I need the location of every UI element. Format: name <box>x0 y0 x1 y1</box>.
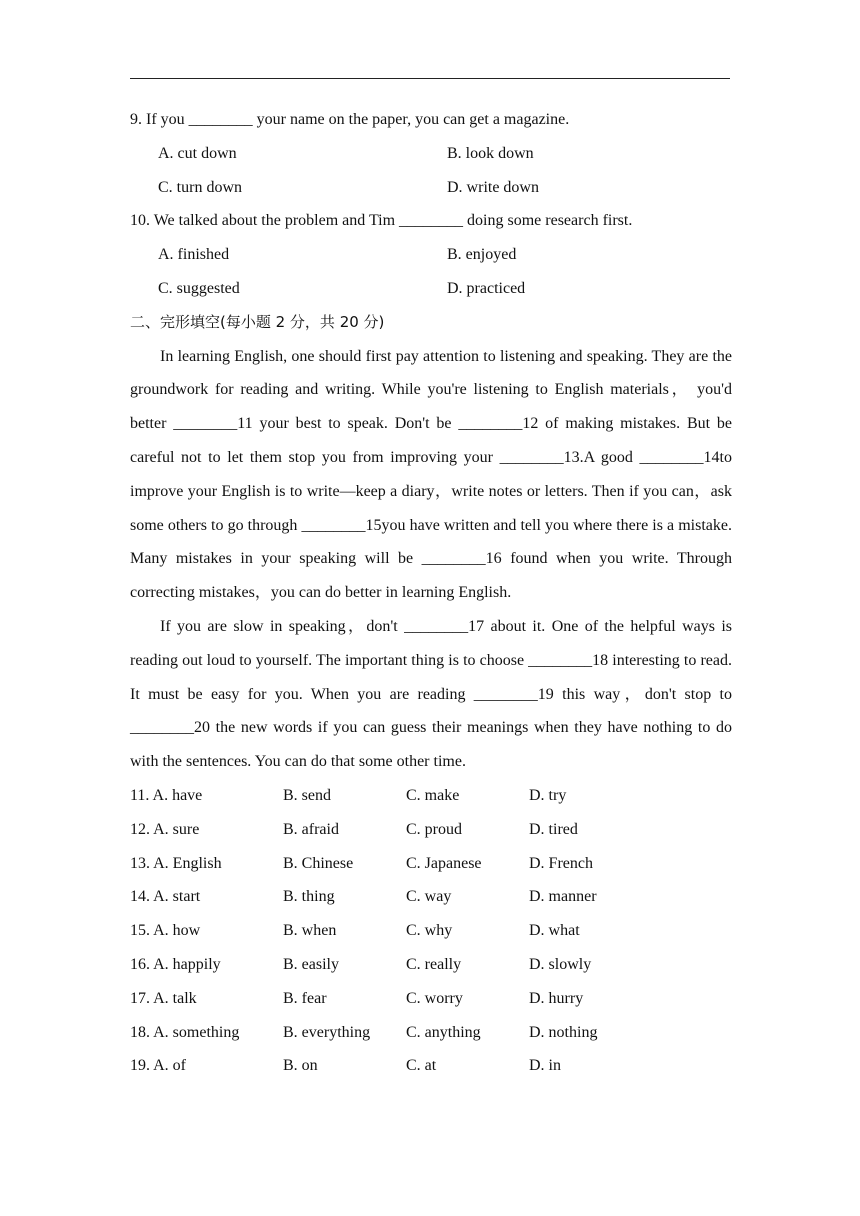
cloze-option: 12. A. sure <box>130 820 200 838</box>
cloze-row-19 <box>130 1049 732 1083</box>
question-10-stem: 10. We talked about the problem and Tim ________ doing some research first. <box>130 212 633 230</box>
cloze-row-13 <box>130 847 732 881</box>
cloze-row-16 <box>130 948 732 982</box>
cloze-option: B. send <box>283 786 331 804</box>
cloze-option: D. nothing <box>529 1023 598 1041</box>
option-10a: A. finished <box>158 246 230 264</box>
cloze-option: 19. A. of <box>130 1057 186 1075</box>
question-9-options-row-1 <box>130 137 732 171</box>
cloze-option: B. when <box>283 922 337 940</box>
passage-paragraph-1: In learning English, one should first pay attention to listening and speaking. They are the groundwork for reading and writing. While you're listening to English materials， you'd better ________11 your best to speak. Don't be ________12 of making mistakes. But be careful not to let them stop you from improving your ________13.A good ________14to improve your English is to write—keep a diary，write notes or letters. Then if you can，ask some others to go through ________15you have written and tell you where there is a mistake. Many mistakes in your speaking will be ________16 found when you write. Through correcting mistakes，you can do better in learning English. <box>130 347 732 602</box>
question-10-options-row-1 <box>130 238 732 272</box>
cloze-option: 16. A. happily <box>130 955 221 973</box>
cloze-option: C. why <box>406 922 453 940</box>
cloze-option: B. thing <box>283 888 335 906</box>
cloze-option: C. really <box>406 955 462 973</box>
cloze-option: C. at <box>406 1057 437 1075</box>
cloze-option: C. Japanese <box>406 854 482 872</box>
cloze-option: D. try <box>529 786 567 804</box>
cloze-option: C. anything <box>406 1023 481 1041</box>
cloze-option: 11. A. have <box>130 786 203 804</box>
cloze-option: D. tired <box>529 820 578 838</box>
cloze-option: C. way <box>406 888 452 906</box>
cloze-option: D. hurry <box>529 989 584 1007</box>
cloze-row-14 <box>130 880 732 914</box>
cloze-option: B. Chinese <box>283 854 354 872</box>
cloze-option: B. easily <box>283 955 339 973</box>
option-10b: B. enjoyed <box>447 246 517 264</box>
cloze-option: 14. A. start <box>130 888 201 906</box>
cloze-option: D. French <box>529 854 593 872</box>
cloze-option: D. what <box>529 922 580 940</box>
cloze-option: 18. A. something <box>130 1023 240 1041</box>
cloze-row-15 <box>130 914 732 948</box>
cloze-option: B. fear <box>283 989 327 1007</box>
cloze-option: C. make <box>406 786 460 804</box>
cloze-option: C. worry <box>406 989 463 1007</box>
option-9c: C. turn down <box>158 178 242 196</box>
option-10d: D. practiced <box>447 279 526 297</box>
cloze-row-17 <box>130 982 732 1016</box>
cloze-row-12 <box>130 813 732 847</box>
passage-paragraph-2: If you are slow in speaking，don't ________17 about it. One of the helpful ways is reading out loud to yourself. The important thing is to choose ________18 interesting to read. It must be easy for you. When you are reading ________19 this way，don't stop to ________20 the new words if you can guess their meanings when they have nothing to do with the sentences. You can do that some other time. <box>130 617 732 771</box>
cloze-option: B. afraid <box>283 820 339 838</box>
section-heading: 二、完形填空(每小题 2 分，共 20 分) <box>130 312 385 331</box>
cloze-option: 15. A. how <box>130 922 201 940</box>
cloze-option: D. in <box>529 1057 561 1075</box>
question-9-stem: 9. If you ________ your name on the paper, you can get a magazine. <box>130 111 570 128</box>
option-9d: D. write down <box>447 178 539 196</box>
page-content <box>130 103 732 1083</box>
cloze-row-11 <box>130 779 732 813</box>
option-9b: B. look down <box>447 144 534 162</box>
cloze-option: 17. A. talk <box>130 989 197 1007</box>
option-9a: A. cut down <box>158 144 237 162</box>
option-10c: C. suggested <box>158 279 240 297</box>
cloze-option: B. on <box>283 1057 318 1075</box>
cloze-option: 13. A. English <box>130 854 222 872</box>
cloze-option: C. proud <box>406 820 462 838</box>
question-9-options-row-2 <box>130 171 732 205</box>
question-10-options-row-2 <box>130 272 732 306</box>
cloze-option: B. everything <box>283 1023 371 1041</box>
cloze-option: D. slowly <box>529 955 592 973</box>
cloze-option: D. manner <box>529 888 597 906</box>
cloze-row-18 <box>130 1016 732 1050</box>
header-rule <box>130 78 730 79</box>
